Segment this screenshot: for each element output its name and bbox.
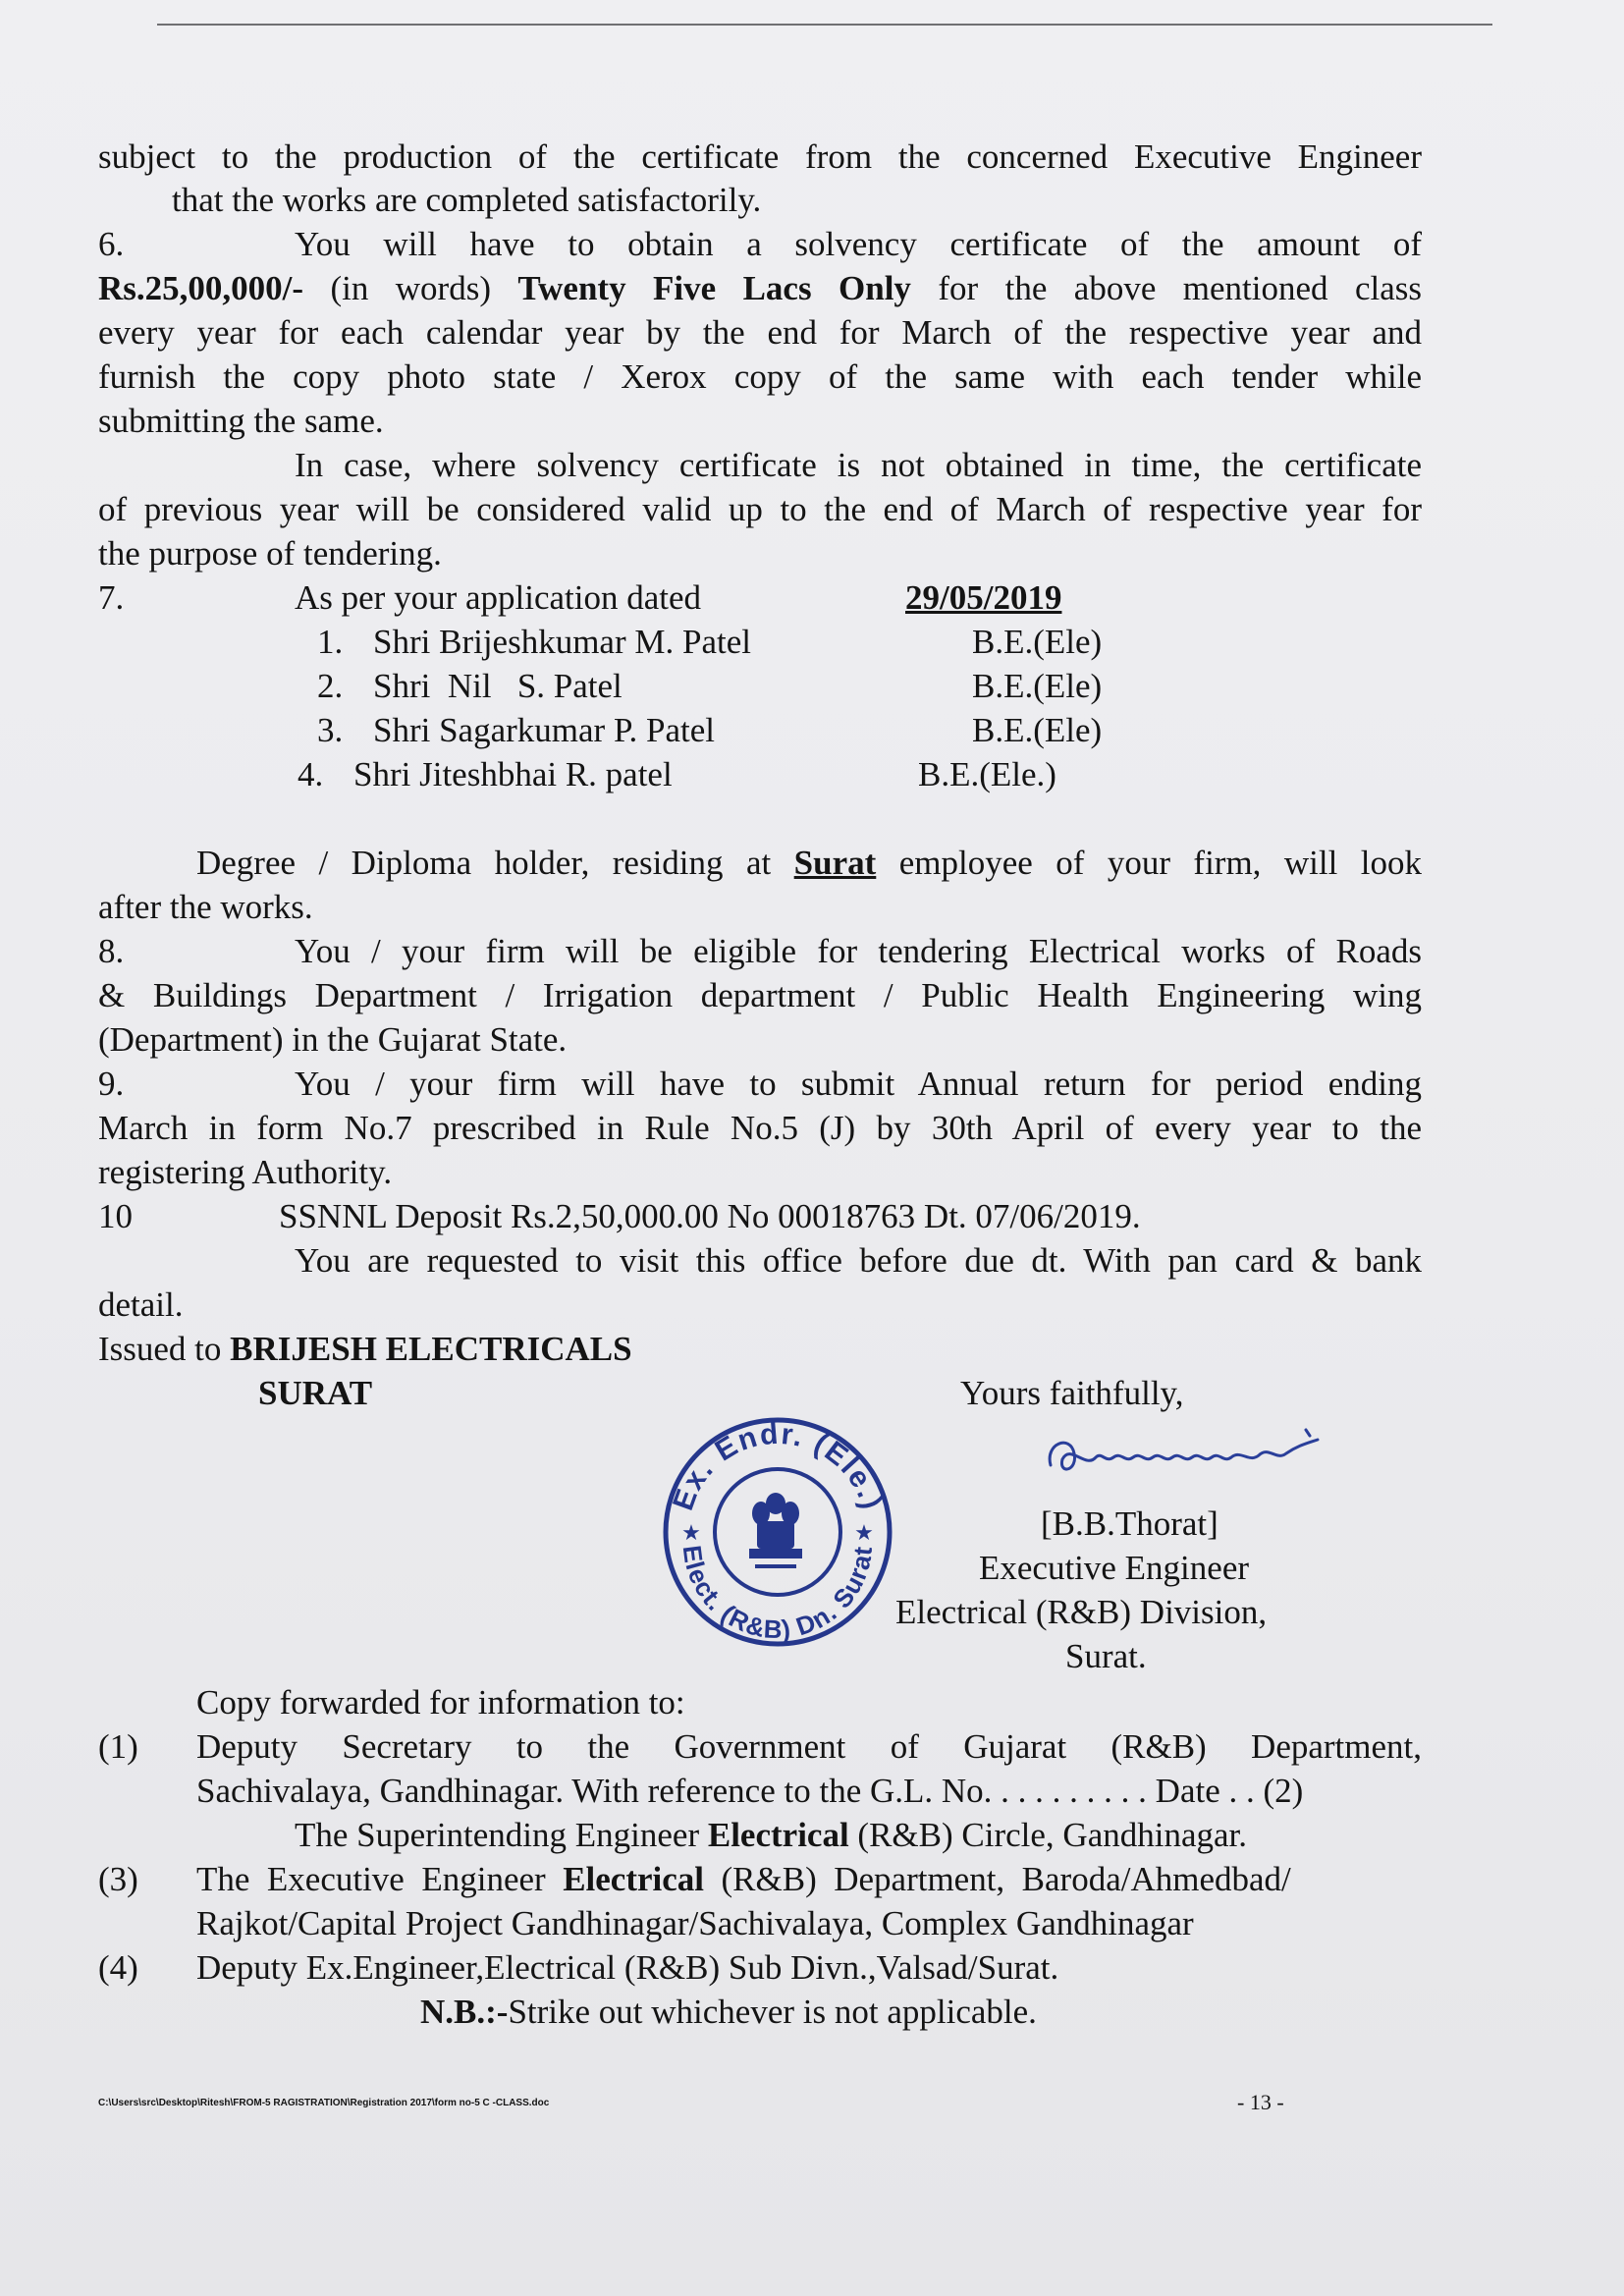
employee-4-number: 4. (298, 755, 324, 793)
copy-heading: Copy forwarded for information to: (196, 1683, 685, 1722)
request-line-1: You are requested to visit this office before due dt. With pan card & bank (295, 1241, 1422, 1280)
signatory-city: Surat. (1065, 1637, 1147, 1675)
employee-4-name: Shri Jiteshbhai R. patel (353, 755, 673, 793)
words-label: (in words) (303, 269, 518, 307)
application-label: As per your application dated (295, 578, 702, 617)
item-9-line-2: March in form No.7 prescribed in Rule No.5 (J) by 30th April of every year to the (98, 1109, 1422, 1147)
holder-city: Surat (793, 844, 877, 882)
item-6-line-2-rest: for the above mentioned class (910, 269, 1422, 307)
issued-firm: BRIJESH ELECTRICALS (230, 1330, 632, 1368)
employee-3-number: 3. (317, 711, 344, 749)
copy-1-number: (1) (98, 1727, 138, 1766)
signatory-name: [B.B.Thorat] (1041, 1504, 1218, 1543)
item-8-line-1: You / your firm will be eligible for tendering Electrical works of Roads (295, 932, 1422, 970)
employee-2-degree: B.E.(Ele) (972, 667, 1103, 705)
item-6-number: 6. (98, 225, 125, 263)
signatory-division: Electrical (R&B) Division, (895, 1593, 1268, 1631)
page-number: - 13 - (1237, 2090, 1284, 2114)
request-line-2: detail. (98, 1285, 184, 1324)
top-rule (157, 24, 1492, 26)
employee-3-name: Shri Sagarkumar P. Patel (373, 711, 716, 749)
item-9-number: 9. (98, 1065, 125, 1103)
copy-1-line-1: Deputy Secretary to the Government of Gujarat (R&B) Department, (196, 1727, 1422, 1766)
item-9-line-1: You / your firm will have to submit Annual return for period ending (295, 1065, 1422, 1103)
item-6-line-7: of previous year will be considered valid up to the end of March of respective year for (98, 490, 1422, 528)
signatory-designation: Executive Engineer (979, 1549, 1250, 1587)
item-6-line-2 (98, 267, 1422, 310)
seal-star-right: ★ (854, 1520, 874, 1545)
copy-4-line: Deputy Ex.Engineer,Electrical (R&B) Sub Divn.,Valsad/Surat. (196, 1948, 1059, 1987)
amount-in-words: Twenty Five Lacs Only (517, 269, 911, 307)
signature-image (1041, 1424, 1394, 1483)
item-8-number: 8. (98, 932, 125, 970)
employee-2-name: Shri Nil S. Patel (373, 667, 623, 705)
item-6-line-3: every year for each calendar year by the end for March of the respective year and (98, 313, 1422, 352)
item-6-line-1: You will have to obtain a solvency certificate of the amount of (295, 225, 1422, 263)
closing: Yours faithfully, (960, 1374, 1184, 1412)
item-8-line-3: (Department) in the Gujarat State. (98, 1020, 568, 1059)
employee-1-name: Shri Brijeshkumar M. Patel (373, 623, 751, 661)
item-10-deposit: SSNNL Deposit Rs.2,50,000.00 No 00018763 Dt. 07/06/2019. (279, 1197, 1141, 1235)
item-6-line-6: In case, where solvency certificate is not obtained in time, the certificate (295, 446, 1422, 484)
employee-4-degree: B.E.(Ele.) (918, 755, 1056, 793)
seal-top-text: Ex. Endr. (Ele.) (667, 1417, 889, 1515)
employee-2-number: 2. (317, 667, 344, 705)
intro-line-1: subject to the production of the certificate from the concerned Executive Engineer (98, 137, 1422, 176)
employee-1-degree: B.E.(Ele) (972, 623, 1103, 661)
copy-4-number: (4) (98, 1948, 138, 1987)
holder-line-1: Degree / Diploma holder, residing at Surat employee of your firm, will look (196, 844, 1422, 882)
file-path: C:\Users\src\Desktop\Ritesh\FROM-5 RAGISTRATION\Registration 2017\form no-5 C -CLASS.doc (98, 2098, 550, 2108)
issued-to: Issued to BRIJESH ELECTRICALS (98, 1330, 632, 1368)
holder-line-2: after the works. (98, 888, 313, 926)
intro-line-2: that the works are completed satisfactorily. (172, 181, 762, 219)
item-9-line-3: registering Authority. (98, 1153, 393, 1191)
copy-2-line: The Superintending Engineer Electrical (R&B) Circle, Gandhinagar. (295, 1816, 1247, 1854)
employee-3-degree: B.E.(Ele) (972, 711, 1103, 749)
seal-bottom-text: Elect. (R&B) Dn. Surat (677, 1543, 879, 1645)
national-emblem-icon (731, 1488, 820, 1578)
copy-3-line-2: Rajkot/Capital Project Gandhinagar/Sachivalaya, Complex Gandhinagar (196, 1904, 1194, 1942)
item-6-line-4: furnish the copy photo state / Xerox copy of the same with each tender while (98, 357, 1422, 396)
application-date: 29/05/2019 (905, 578, 1062, 617)
copy-1-line-2: Sachivalaya, Gandhinagar. With reference to the G.L. No. . . . . . . . . . Date . . (2) (196, 1772, 1304, 1810)
item-6-line-8: the purpose of tendering. (98, 534, 442, 573)
item-6-line-5: submitting the same. (98, 402, 384, 440)
nota-bene: N.B.:-Strike out whichever is not applicable. (420, 1993, 1037, 2031)
solvency-amount: Rs.25,00,000/- (98, 269, 304, 307)
issued-city: SURAT (258, 1374, 373, 1412)
copy-3-number: (3) (98, 1860, 138, 1898)
seal-star-left: ★ (681, 1520, 701, 1545)
employee-1-number: 1. (317, 623, 344, 661)
item-8-line-2: & Buildings Department / Irrigation department / Public Health Engineering wing (98, 976, 1422, 1014)
item-7-number: 7. (98, 578, 125, 617)
copy-3-line-1: The Executive Engineer Electrical (R&B) Department, Baroda/Ahmedbad/ (196, 1860, 1291, 1898)
item-10-number: 10 (98, 1197, 133, 1235)
